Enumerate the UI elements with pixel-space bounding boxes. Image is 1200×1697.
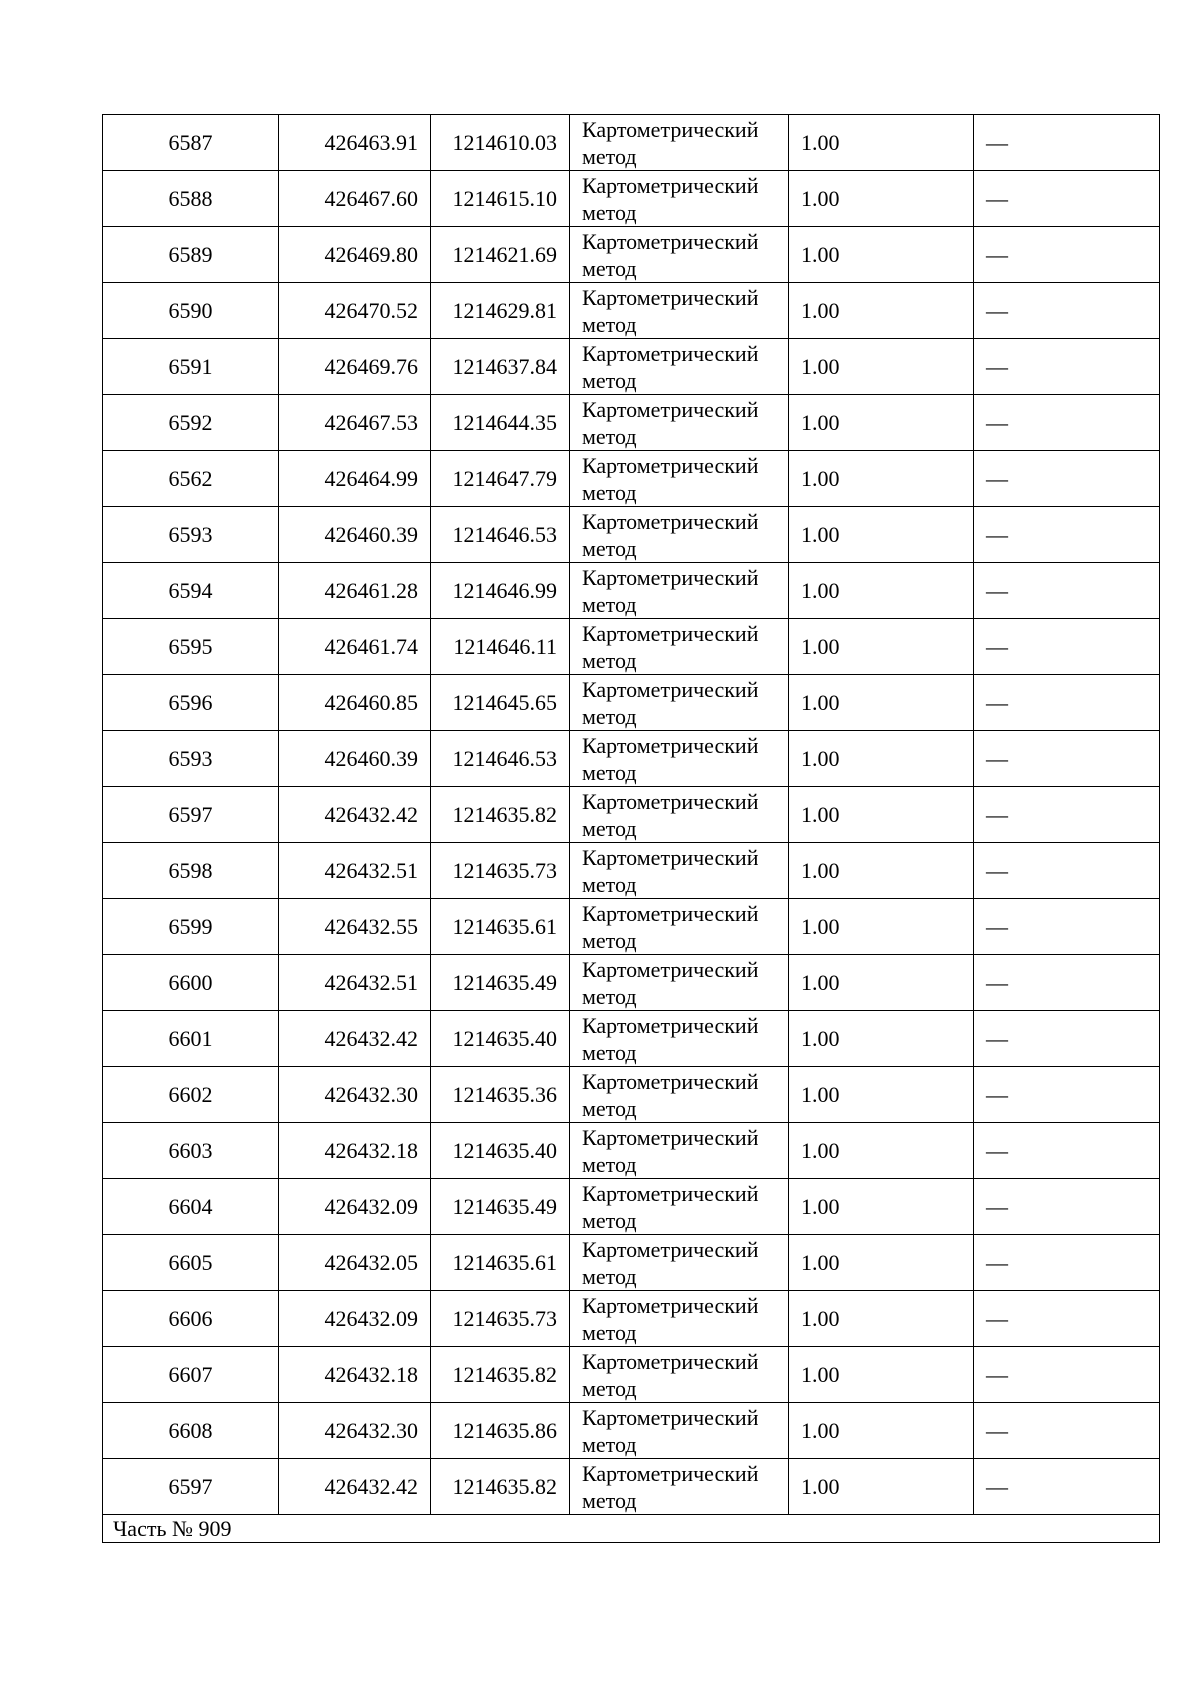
description-dash: — xyxy=(974,451,1160,507)
point-number: 6605 xyxy=(103,1235,279,1291)
accuracy-value: 1.00 xyxy=(789,899,974,955)
table-row xyxy=(103,227,1160,283)
x-coordinate: 426432.51 xyxy=(279,955,431,1011)
x-coordinate: 426432.05 xyxy=(279,1235,431,1291)
method-cell xyxy=(570,955,789,1011)
method-line1: Картометрический xyxy=(582,956,759,982)
y-coordinate: 1214646.53 xyxy=(431,507,570,563)
x-coordinate: 426469.76 xyxy=(279,339,431,395)
method-line1: Картометрический xyxy=(582,788,759,814)
table-row xyxy=(103,843,1160,899)
method-cell xyxy=(570,1067,789,1123)
method-line2: метод xyxy=(582,1263,637,1289)
accuracy-value: 1.00 xyxy=(789,1291,974,1347)
method-cell xyxy=(570,1347,789,1403)
x-coordinate: 426432.51 xyxy=(279,843,431,899)
point-number: 6603 xyxy=(103,1123,279,1179)
method-line2: метод xyxy=(582,1487,637,1513)
table-row xyxy=(103,507,1160,563)
method-line2: метод xyxy=(582,199,637,225)
point-number: 6601 xyxy=(103,1011,279,1067)
method-line2: метод xyxy=(582,1319,637,1345)
method-line2: метод xyxy=(582,423,637,449)
part-number-label: Часть № 909 xyxy=(103,1515,1160,1543)
method-cell xyxy=(570,1011,789,1067)
point-number: 6606 xyxy=(103,1291,279,1347)
y-coordinate: 1214646.11 xyxy=(431,619,570,675)
accuracy-value: 1.00 xyxy=(789,1235,974,1291)
table-row xyxy=(103,619,1160,675)
table-row xyxy=(103,675,1160,731)
table-row xyxy=(103,1067,1160,1123)
method-cell xyxy=(570,395,789,451)
table-row xyxy=(103,395,1160,451)
y-coordinate: 1214646.53 xyxy=(431,731,570,787)
y-coordinate: 1214635.86 xyxy=(431,1403,570,1459)
method-cell xyxy=(570,731,789,787)
method-cell xyxy=(570,1179,789,1235)
accuracy-value: 1.00 xyxy=(789,507,974,563)
method-line1: Картометрический xyxy=(582,1012,759,1038)
y-coordinate: 1214615.10 xyxy=(431,171,570,227)
y-coordinate: 1214646.99 xyxy=(431,563,570,619)
method-line2: метод xyxy=(582,647,637,673)
accuracy-value: 1.00 xyxy=(789,619,974,675)
accuracy-value: 1.00 xyxy=(789,675,974,731)
method-cell xyxy=(570,283,789,339)
table-row xyxy=(103,1291,1160,1347)
accuracy-value: 1.00 xyxy=(789,787,974,843)
accuracy-value: 1.00 xyxy=(789,115,974,171)
method-cell xyxy=(570,1235,789,1291)
method-line2: метод xyxy=(582,871,637,897)
point-number: 6589 xyxy=(103,227,279,283)
table-row xyxy=(103,1235,1160,1291)
method-line2: метод xyxy=(582,591,637,617)
description-dash: — xyxy=(974,619,1160,675)
method-line2: метод xyxy=(582,367,637,393)
method-line2: метод xyxy=(582,703,637,729)
accuracy-value: 1.00 xyxy=(789,563,974,619)
accuracy-value: 1.00 xyxy=(789,227,974,283)
method-cell xyxy=(570,619,789,675)
method-line1: Картометрический xyxy=(582,900,759,926)
y-coordinate: 1214645.65 xyxy=(431,675,570,731)
method-line1: Картометрический xyxy=(582,396,759,422)
coordinates-table xyxy=(102,114,1160,1543)
point-number: 6562 xyxy=(103,451,279,507)
x-coordinate: 426432.30 xyxy=(279,1067,431,1123)
table-row xyxy=(103,1403,1160,1459)
description-dash: — xyxy=(974,395,1160,451)
method-line1: Картометрический xyxy=(582,1404,759,1430)
table-row xyxy=(103,1347,1160,1403)
footer-row xyxy=(103,1515,1160,1543)
method-cell xyxy=(570,1291,789,1347)
x-coordinate: 426432.18 xyxy=(279,1347,431,1403)
x-coordinate: 426432.55 xyxy=(279,899,431,955)
method-line1: Картометрический xyxy=(582,732,759,758)
method-line2: метод xyxy=(582,759,637,785)
method-line1: Картометрический xyxy=(582,508,759,534)
method-line1: Картометрический xyxy=(582,620,759,646)
x-coordinate: 426432.09 xyxy=(279,1291,431,1347)
method-line1: Картометрический xyxy=(582,340,759,366)
x-coordinate: 426432.09 xyxy=(279,1179,431,1235)
description-dash: — xyxy=(974,563,1160,619)
x-coordinate: 426467.53 xyxy=(279,395,431,451)
accuracy-value: 1.00 xyxy=(789,1347,974,1403)
x-coordinate: 426460.39 xyxy=(279,731,431,787)
description-dash: — xyxy=(974,339,1160,395)
x-coordinate: 426460.85 xyxy=(279,675,431,731)
method-line2: метод xyxy=(582,1151,637,1177)
point-number: 6593 xyxy=(103,507,279,563)
description-dash: — xyxy=(974,1067,1160,1123)
method-line2: метод xyxy=(582,1207,637,1233)
y-coordinate: 1214635.61 xyxy=(431,899,570,955)
point-number: 6588 xyxy=(103,171,279,227)
x-coordinate: 426469.80 xyxy=(279,227,431,283)
y-coordinate: 1214635.73 xyxy=(431,843,570,899)
method-cell xyxy=(570,675,789,731)
accuracy-value: 1.00 xyxy=(789,395,974,451)
description-dash: — xyxy=(974,507,1160,563)
method-cell xyxy=(570,563,789,619)
description-dash: — xyxy=(974,115,1160,171)
accuracy-value: 1.00 xyxy=(789,451,974,507)
method-line2: метод xyxy=(582,479,637,505)
point-number: 6599 xyxy=(103,899,279,955)
point-number: 6587 xyxy=(103,115,279,171)
x-coordinate: 426460.39 xyxy=(279,507,431,563)
point-number: 6598 xyxy=(103,843,279,899)
method-line2: метод xyxy=(582,1039,637,1065)
method-line2: метод xyxy=(582,255,637,281)
table-row xyxy=(103,1123,1160,1179)
point-number: 6597 xyxy=(103,787,279,843)
method-line1: Картометрический xyxy=(582,1292,759,1318)
description-dash: — xyxy=(974,787,1160,843)
y-coordinate: 1214635.82 xyxy=(431,1347,570,1403)
method-line2: метод xyxy=(582,1375,637,1401)
x-coordinate: 426463.91 xyxy=(279,115,431,171)
point-number: 6590 xyxy=(103,283,279,339)
method-cell xyxy=(570,227,789,283)
description-dash: — xyxy=(974,955,1160,1011)
method-line1: Картометрический xyxy=(582,1460,759,1486)
method-cell xyxy=(570,899,789,955)
point-number: 6592 xyxy=(103,395,279,451)
document-page xyxy=(102,114,1159,1543)
method-line2: метод xyxy=(582,143,637,169)
method-line1: Картометрический xyxy=(582,844,759,870)
method-cell xyxy=(570,843,789,899)
method-cell xyxy=(570,339,789,395)
y-coordinate: 1214621.69 xyxy=(431,227,570,283)
y-coordinate: 1214610.03 xyxy=(431,115,570,171)
y-coordinate: 1214635.73 xyxy=(431,1291,570,1347)
method-line1: Картометрический xyxy=(582,172,759,198)
method-line2: метод xyxy=(582,535,637,561)
accuracy-value: 1.00 xyxy=(789,731,974,787)
accuracy-value: 1.00 xyxy=(789,1011,974,1067)
method-line1: Картометрический xyxy=(582,1124,759,1150)
y-coordinate: 1214635.49 xyxy=(431,1179,570,1235)
table-row xyxy=(103,1011,1160,1067)
point-number: 6600 xyxy=(103,955,279,1011)
x-coordinate: 426461.74 xyxy=(279,619,431,675)
coordinates-table-body xyxy=(103,115,1160,1515)
description-dash: — xyxy=(974,843,1160,899)
description-dash: — xyxy=(974,1347,1160,1403)
method-cell xyxy=(570,507,789,563)
point-number: 6594 xyxy=(103,563,279,619)
method-cell xyxy=(570,787,789,843)
point-number: 6595 xyxy=(103,619,279,675)
method-cell xyxy=(570,115,789,171)
x-coordinate: 426467.60 xyxy=(279,171,431,227)
table-row xyxy=(103,283,1160,339)
method-line1: Картометрический xyxy=(582,228,759,254)
description-dash: — xyxy=(974,1123,1160,1179)
description-dash: — xyxy=(974,1011,1160,1067)
table-row xyxy=(103,563,1160,619)
y-coordinate: 1214635.82 xyxy=(431,1459,570,1515)
y-coordinate: 1214637.84 xyxy=(431,339,570,395)
method-line2: метод xyxy=(582,927,637,953)
accuracy-value: 1.00 xyxy=(789,1123,974,1179)
point-number: 6593 xyxy=(103,731,279,787)
y-coordinate: 1214635.49 xyxy=(431,955,570,1011)
method-line1: Картометрический xyxy=(582,676,759,702)
table-row xyxy=(103,731,1160,787)
description-dash: — xyxy=(974,171,1160,227)
description-dash: — xyxy=(974,283,1160,339)
y-coordinate: 1214629.81 xyxy=(431,283,570,339)
y-coordinate: 1214635.40 xyxy=(431,1011,570,1067)
accuracy-value: 1.00 xyxy=(789,955,974,1011)
description-dash: — xyxy=(974,731,1160,787)
table-row xyxy=(103,1459,1160,1515)
table-row xyxy=(103,787,1160,843)
point-number: 6608 xyxy=(103,1403,279,1459)
point-number: 6596 xyxy=(103,675,279,731)
x-coordinate: 426432.18 xyxy=(279,1123,431,1179)
point-number: 6591 xyxy=(103,339,279,395)
description-dash: — xyxy=(974,899,1160,955)
x-coordinate: 426432.30 xyxy=(279,1403,431,1459)
method-line1: Картометрический xyxy=(582,284,759,310)
description-dash: — xyxy=(974,675,1160,731)
y-coordinate: 1214635.82 xyxy=(431,787,570,843)
method-line1: Картометрический xyxy=(582,564,759,590)
description-dash: — xyxy=(974,1291,1160,1347)
table-row xyxy=(103,955,1160,1011)
table-row xyxy=(103,171,1160,227)
point-number: 6597 xyxy=(103,1459,279,1515)
table-row xyxy=(103,1179,1160,1235)
description-dash: — xyxy=(974,1235,1160,1291)
accuracy-value: 1.00 xyxy=(789,1067,974,1123)
accuracy-value: 1.00 xyxy=(789,843,974,899)
description-dash: — xyxy=(974,1459,1160,1515)
x-coordinate: 426464.99 xyxy=(279,451,431,507)
x-coordinate: 426461.28 xyxy=(279,563,431,619)
accuracy-value: 1.00 xyxy=(789,1459,974,1515)
point-number: 6607 xyxy=(103,1347,279,1403)
y-coordinate: 1214635.36 xyxy=(431,1067,570,1123)
description-dash: — xyxy=(974,1403,1160,1459)
table-row xyxy=(103,115,1160,171)
method-cell xyxy=(570,1123,789,1179)
accuracy-value: 1.00 xyxy=(789,171,974,227)
point-number: 6604 xyxy=(103,1179,279,1235)
y-coordinate: 1214644.35 xyxy=(431,395,570,451)
accuracy-value: 1.00 xyxy=(789,1403,974,1459)
method-cell xyxy=(570,1459,789,1515)
table-row xyxy=(103,339,1160,395)
method-cell xyxy=(570,1403,789,1459)
method-line1: Картометрический xyxy=(582,1180,759,1206)
method-line1: Картометрический xyxy=(582,1236,759,1262)
method-line2: метод xyxy=(582,815,637,841)
table-row xyxy=(103,899,1160,955)
y-coordinate: 1214635.61 xyxy=(431,1235,570,1291)
description-dash: — xyxy=(974,227,1160,283)
accuracy-value: 1.00 xyxy=(789,1179,974,1235)
accuracy-value: 1.00 xyxy=(789,283,974,339)
y-coordinate: 1214635.40 xyxy=(431,1123,570,1179)
x-coordinate: 426470.52 xyxy=(279,283,431,339)
x-coordinate: 426432.42 xyxy=(279,787,431,843)
method-line1: Картометрический xyxy=(582,1348,759,1374)
method-line2: метод xyxy=(582,1431,637,1457)
description-dash: — xyxy=(974,1179,1160,1235)
point-number: 6602 xyxy=(103,1067,279,1123)
x-coordinate: 426432.42 xyxy=(279,1459,431,1515)
accuracy-value: 1.00 xyxy=(789,339,974,395)
method-cell xyxy=(570,171,789,227)
method-line2: метод xyxy=(582,1095,637,1121)
method-line2: метод xyxy=(582,311,637,337)
method-line1: Картометрический xyxy=(582,116,759,142)
x-coordinate: 426432.42 xyxy=(279,1011,431,1067)
table-row xyxy=(103,451,1160,507)
y-coordinate: 1214647.79 xyxy=(431,451,570,507)
method-line2: метод xyxy=(582,983,637,1009)
method-line1: Картометрический xyxy=(582,452,759,478)
method-line1: Картометрический xyxy=(582,1068,759,1094)
method-cell xyxy=(570,451,789,507)
